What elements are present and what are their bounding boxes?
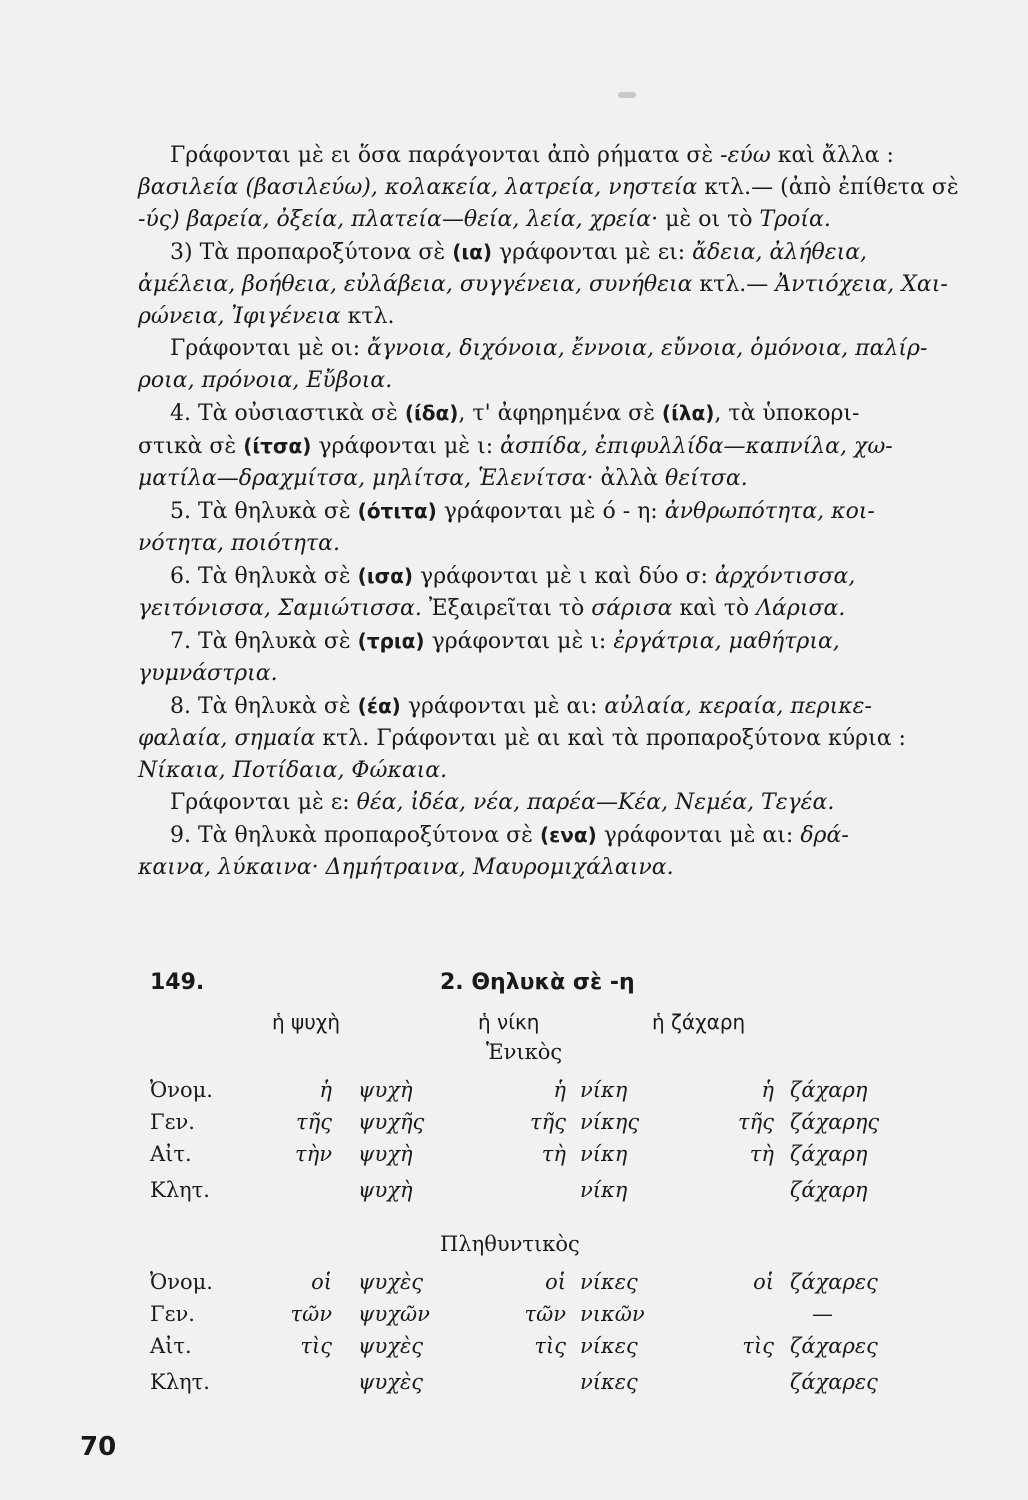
noun-header: ἡ ζάχαρη bbox=[652, 1010, 746, 1034]
noun-form: ζάχαρη bbox=[790, 1078, 868, 1102]
noun-form: νίκες bbox=[580, 1270, 638, 1294]
case-label: Αἰτ. bbox=[150, 1334, 192, 1358]
article: οἱ bbox=[753, 1270, 774, 1294]
table-row bbox=[0, 1110, 1028, 1140]
text-line: ματίλα—δραχμίτσα, μηλίτσα, Ἑλενίτσα· ἀλλὰ θείτσα. bbox=[138, 466, 748, 491]
text-line: 9. Τὰ θηλυκὰ προπαροξύτονα σὲ (ενα) γράφονται μὲ αι: δρά- bbox=[170, 823, 849, 848]
text-line: ροια, πρόνοια, Εὔβοια. bbox=[138, 368, 393, 393]
text-line: 3) Τὰ προπαροξύτονα σὲ (ια) γράφονται μὲ ει: ἄδεια, ἀλήθεια, bbox=[170, 240, 868, 265]
text-line: νότητα, ποιότητα. bbox=[138, 531, 340, 556]
section-title: 2. Θηλυκὰ σὲ -η bbox=[440, 970, 635, 995]
noun-form: νικῶν bbox=[580, 1302, 645, 1326]
noun-form: ψυχὲς bbox=[358, 1334, 423, 1358]
page-number: 70 bbox=[80, 1432, 117, 1462]
noun-form: ψυχὲς bbox=[358, 1270, 423, 1294]
article: ἡ bbox=[761, 1078, 774, 1102]
article: τῆς bbox=[738, 1110, 774, 1134]
noun-form: νίκες bbox=[580, 1334, 638, 1358]
case-label: Αἰτ. bbox=[150, 1142, 192, 1166]
noun-form: ζάχαρη bbox=[790, 1178, 868, 1202]
article: τῆς bbox=[296, 1110, 332, 1134]
text-line: 5. Τὰ θηλυκὰ σὲ (ότιτα) γράφονται μὲ ό - η: ἀνθρωπότητα, κοι- bbox=[170, 499, 875, 524]
text-line: ἀμέλεια, βοήθεια, εὐλάβεια, συγγένεια, συνήθεια κτλ.— Ἀντιόχεια, Χαι- bbox=[138, 272, 948, 297]
article: τὶς bbox=[534, 1334, 566, 1358]
article: τῶν bbox=[524, 1302, 566, 1326]
singular-heading: Ἑνικὸς bbox=[486, 1040, 563, 1064]
article: τῶν bbox=[290, 1302, 332, 1326]
noun-form: ζάχαρες bbox=[790, 1370, 878, 1394]
case-label: Ὀνομ. bbox=[150, 1270, 213, 1294]
noun-form: ψυχὴ bbox=[358, 1178, 413, 1202]
noun-header: ἡ νίκη bbox=[478, 1010, 540, 1034]
table-row bbox=[0, 1334, 1028, 1364]
paragraph-block bbox=[138, 140, 959, 884]
text-line: Νίκαια, Ποτίδαια, Φώκαια. bbox=[138, 758, 448, 783]
section-heading bbox=[150, 970, 930, 1004]
text-line: Γράφονται μὲ οι: ἄγνοια, διχόνοια, ἔννοια, εὔνοια, ὁμόνοια, παλίρ- bbox=[170, 336, 928, 361]
text-line: -ύς) βαρεία, ὀξεία, πλατεία—θεία, λεία, χρεία· μὲ οι τὸ Τροία. bbox=[138, 207, 831, 232]
noun-header: ἡ ψυχὴ bbox=[272, 1010, 341, 1034]
case-label: Γεν. bbox=[150, 1110, 195, 1134]
text-line: φαλαία, σημαία κτλ. Γράφονται μὲ αι καὶ τὰ προπαροξύτονα κύρια : bbox=[138, 726, 906, 751]
print-mark bbox=[618, 92, 636, 98]
text-line: Γράφονται μὲ ε: θέα, ἰδέα, νέα, παρέα—Κέα, Νεμέα, Τεγέα. bbox=[170, 790, 835, 815]
case-label: Γεν. bbox=[150, 1302, 195, 1326]
text-line: γυμνάστρια. bbox=[138, 661, 278, 686]
noun-form: ζάχαρης bbox=[790, 1110, 880, 1134]
section-number: 149. bbox=[150, 970, 205, 995]
empty-form-dash: — bbox=[812, 1302, 833, 1326]
noun-form: νίκη bbox=[580, 1142, 628, 1166]
article: ἡ bbox=[553, 1078, 566, 1102]
table-row bbox=[0, 1078, 1028, 1108]
article: τὴ bbox=[541, 1142, 566, 1166]
noun-form: νίκης bbox=[580, 1110, 640, 1134]
text-line: Γράφονται μὲ ει ὅσα παράγονται ἀπὸ ρήματα σὲ -εύω καὶ ἄλλα : bbox=[170, 143, 894, 168]
article: τὶς bbox=[300, 1334, 332, 1358]
table-row bbox=[0, 1142, 1028, 1172]
text-line: 8. Τὰ θηλυκὰ σὲ (έα) γράφονται μὲ αι: αὐλαία, κεραία, περικε- bbox=[170, 694, 872, 719]
article: τὶς bbox=[742, 1334, 774, 1358]
case-label: Κλητ. bbox=[150, 1370, 210, 1394]
text-line: 7. Τὰ θηλυκὰ σὲ (τρια) γράφονται μὲ ι: ἐργάτρια, μαθήτρια, bbox=[170, 629, 840, 654]
case-label: Κλητ. bbox=[150, 1178, 210, 1202]
case-label: Ὀνομ. bbox=[150, 1078, 213, 1102]
noun-form: ζάχαρες bbox=[790, 1270, 878, 1294]
table-row bbox=[0, 1178, 1028, 1208]
article: οἱ bbox=[311, 1270, 332, 1294]
article: τῆς bbox=[530, 1110, 566, 1134]
noun-headers bbox=[0, 1010, 1028, 1040]
text-line: γειτόνισσα, Σαμιώτισσα. Ἐξαιρεῖται τὸ σάρισα καὶ τὸ Λάρισα. bbox=[138, 596, 846, 621]
noun-form: ψυχὴ bbox=[358, 1142, 413, 1166]
noun-form: ζάχαρη bbox=[790, 1142, 868, 1166]
article: οἱ bbox=[545, 1270, 566, 1294]
table-row bbox=[0, 1270, 1028, 1300]
noun-form: ψυχῆς bbox=[358, 1110, 425, 1134]
noun-form: ψυχὴ bbox=[358, 1078, 413, 1102]
article: τὴ bbox=[749, 1142, 774, 1166]
text-line: καινα, λύκαινα· Δημήτραινα, Μαυρομιχάλαινα. bbox=[138, 855, 674, 880]
noun-form: ψυχὲς bbox=[358, 1370, 423, 1394]
noun-form: ζάχαρες bbox=[790, 1334, 878, 1358]
noun-form: νίκη bbox=[580, 1178, 628, 1202]
text-line: βασιλεία (βασιλεύω), κολακεία, λατρεία, νηστεία κτλ.— (ἀπὸ ἐπίθετα σὲ bbox=[138, 175, 959, 200]
noun-form: νίκες bbox=[580, 1370, 638, 1394]
plural-heading: Πληθυντικὸς bbox=[440, 1232, 580, 1256]
article: ἡ bbox=[319, 1078, 332, 1102]
text-line: στικὰ σὲ (ίτσα) γράφονται μὲ ι: ἀσπίδα, ἐπιφυλλίδα—καπνίλα, χω- bbox=[138, 434, 893, 459]
article: τὴν bbox=[295, 1142, 332, 1166]
text-line: 6. Τὰ θηλυκὰ σὲ (ισα) γράφονται μὲ ι καὶ δύο σ: ἀρχόντισσα, bbox=[170, 564, 856, 589]
noun-form: νίκη bbox=[580, 1078, 628, 1102]
text-line: 4. Τὰ οὐσιαστικὰ σὲ (ίδα), τ' ἀφηρημένα σὲ (ίλα), τὰ ὑποκορι- bbox=[170, 401, 860, 426]
table-row bbox=[0, 1302, 1028, 1332]
text-line: ρώνεια, Ἰφιγένεια κτλ. bbox=[138, 304, 395, 329]
noun-form: ψυχῶν bbox=[358, 1302, 430, 1326]
table-row bbox=[0, 1370, 1028, 1400]
